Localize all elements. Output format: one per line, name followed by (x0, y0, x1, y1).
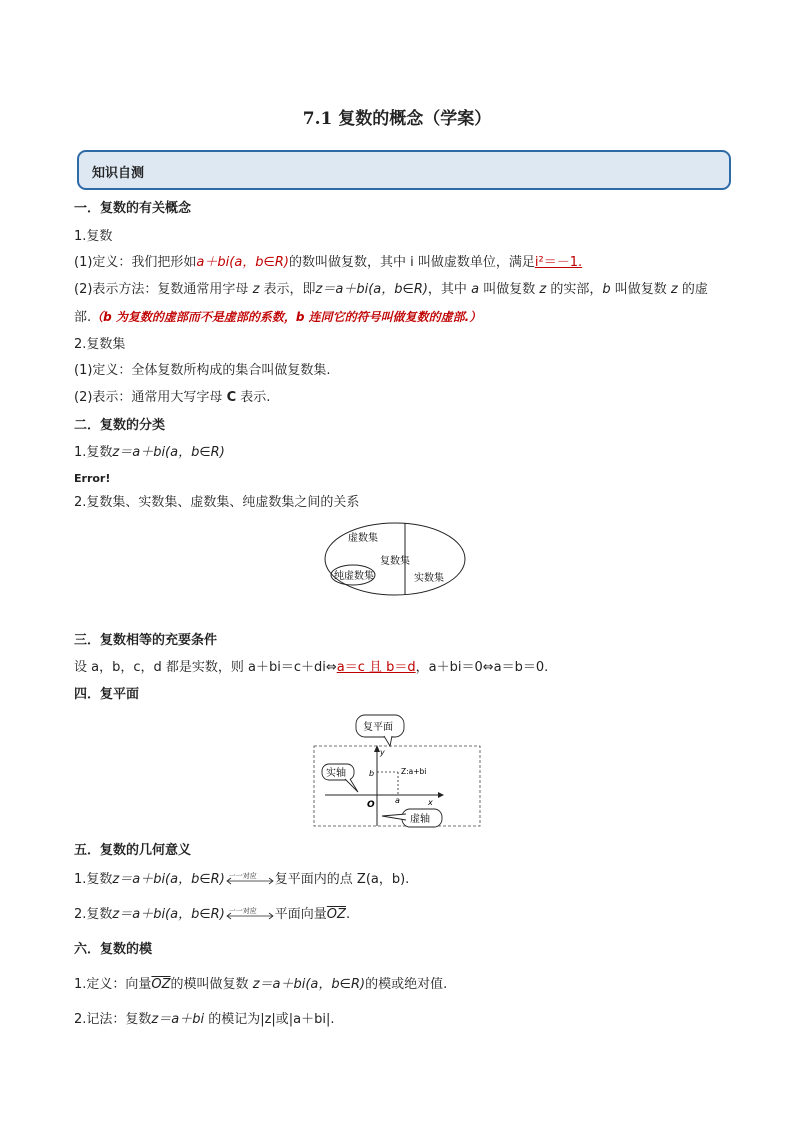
imag-part-note: （b 为复数的虚部而不是虚部的系数，b 连同它的符号叫做复数的虚部.） (91, 310, 482, 324)
banner-label: 知识自测 (92, 166, 145, 181)
origin-label: O (367, 800, 375, 810)
classification-line: 1.复数z＝a＋bi(a，b∈R) (74, 445, 225, 460)
venn-imag-label: 虚数集 (348, 533, 378, 544)
section-1-heading: 一．复数的有关概念 (74, 201, 192, 216)
section-2-heading: 二．复数的分类 (74, 418, 166, 433)
sub-heading-complex: 1.复数 (74, 229, 113, 244)
plane-label: 复平面 (363, 722, 393, 733)
one-to-one-arrow: 一一对应 (225, 908, 275, 922)
vector-oz: $\overline{OZ}$ (151, 977, 171, 992)
set-definition: (1)定义：全体复数所构成的集合叫做复数集. (74, 363, 331, 378)
venn-real-label: 实数集 (414, 573, 444, 584)
definition-expr: a＋bi(a，b∈R) (196, 255, 289, 270)
section-5-heading: 五．复数的几何意义 (74, 843, 192, 858)
vector-oz: $\overline{OZ}$ (326, 907, 346, 922)
error-text: Error! (74, 472, 111, 485)
venn-pure-label: 纯虚数集 (334, 571, 374, 582)
section-4-heading: 四．复平面 (74, 687, 140, 702)
complex-plane-diagram (310, 712, 485, 830)
representation-cont: 部.（b 为复数的虚部而不是虚部的系数，b 连同它的符号叫做复数的虚部.） (74, 310, 482, 325)
equality-condition: a＝c 且 b＝d (336, 660, 416, 675)
modulus-definition: 1.定义：向量$\overline{OZ}$的模叫做复数 z＝a＋bi(a，b∈R)的模或绝对值. (74, 977, 448, 992)
i-squared: i²＝－1. (534, 255, 583, 270)
imag-axis-label: 虚轴 (410, 814, 430, 825)
x-axis-label: x (428, 798, 433, 807)
section-6-heading: 六．复数的模 (74, 942, 153, 957)
definition-line: (1)定义：我们把形如a＋bi(a，b∈R)的数叫做复数，其中 i 叫做虚数单位，满足i²＝－1. (74, 255, 583, 270)
point-z-label: Z:a+bi (401, 767, 427, 776)
equality-line: 设 a，b，c，d 都是实数，则 a＋bi＝c＋di⇔a＝c 且 b＝d，a＋bi＝0⇔a＝b＝0. (74, 660, 549, 675)
real-axis-label: 实轴 (326, 768, 346, 779)
one-to-one-arrow: 一一对应 (225, 873, 275, 887)
sub-heading-set: 2.复数集 (74, 337, 126, 352)
y-axis-label: y (380, 748, 385, 757)
geometric-line-1: 1.复数z＝a＋bi(a，b∈R) 一一对应 复平面内的点 Z(a，b). (74, 871, 410, 887)
venn-complex-label: 复数集 (380, 556, 410, 567)
b-label: b (369, 769, 375, 778)
representation-line: (2)表示方法：复数通常用字母 z 表示，即z＝a＋bi(a，b∈R)，其中 a 叫做复数 z 的实部，b 叫做复数 z 的虚 (74, 282, 708, 297)
set-representation: (2)表示：通常用大写字母 C 表示. (74, 390, 271, 405)
a-label: a (395, 796, 400, 805)
relation-line: 2.复数集、实数集、虚数集、纯虚数集之间的关系 (74, 495, 360, 510)
page-title: 7.1 复数的概念（学案） (302, 109, 492, 129)
modulus-notation: 2.记法：复数z＝a＋bi 的模记为|z|或|a＋bi|. (74, 1012, 335, 1027)
section-3-heading: 三．复数相等的充要条件 (74, 633, 218, 648)
geometric-line-2: 2.复数z＝a＋bi(a，b∈R) 一一对应 平面向量$\overline{OZ}$. (74, 906, 351, 922)
venn-diagram (320, 519, 470, 599)
section-banner (77, 150, 731, 190)
